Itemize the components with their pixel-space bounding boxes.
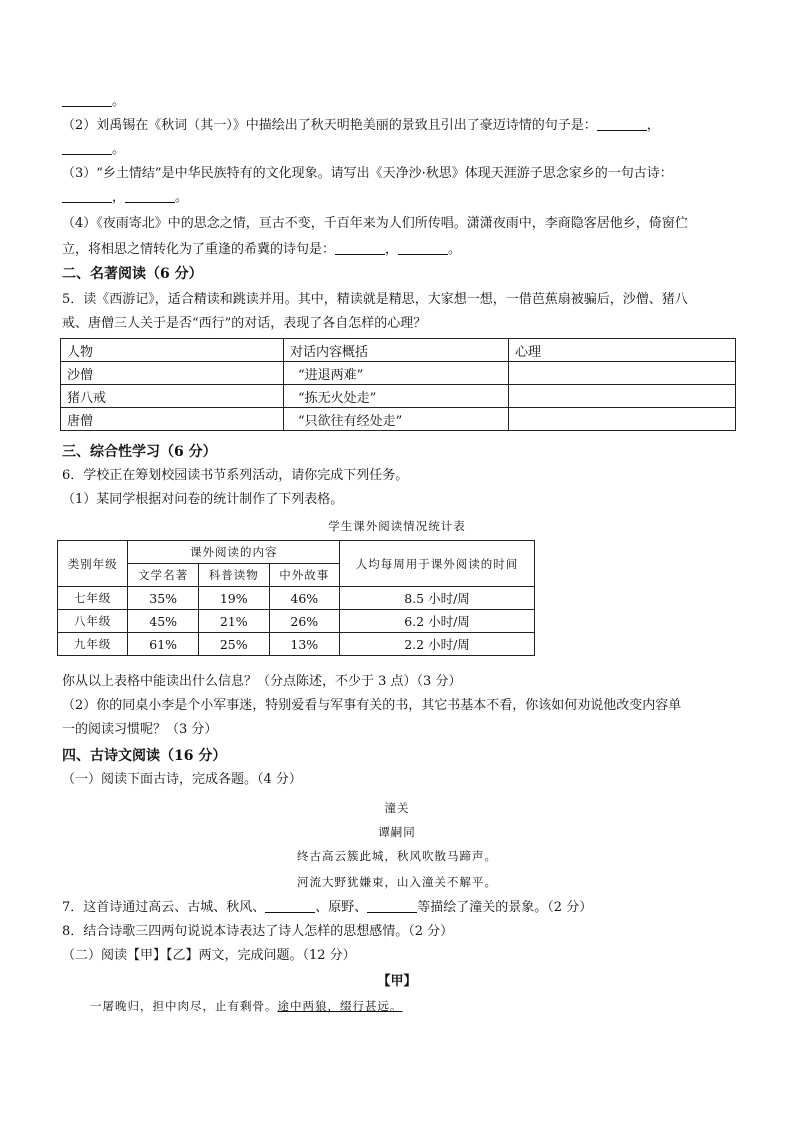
q2-line: （2）刘禹锡在《秋词（其一）》中描绘出了秋天明艳美丽的景致且引出了豪迈诗情的句子是： ， (62, 118, 660, 133)
column-header: 人物 (61, 339, 284, 362)
answer-blank[interactable] (125, 188, 175, 203)
poem-line: 终古高云簇此城，秋风吹散马蹄声。 (297, 849, 497, 863)
answer-blank[interactable] (398, 240, 448, 255)
character-cell: 猪八戒 (61, 385, 284, 408)
answer-blank[interactable] (62, 188, 112, 203)
q5-line-2: 戒、唐僧三人关于是否“西行”的对话，表现了各自怎样的心理？ (62, 316, 427, 331)
character-cell: 唐僧 (61, 408, 284, 431)
mind-answer-cell[interactable] (509, 362, 736, 385)
q6-2-line-2: 一的阅读习惯呢？（3 分） (62, 722, 218, 737)
section-heading: 四、古诗文阅读（16 分） (62, 748, 227, 764)
table-row (61, 362, 736, 385)
table-header-row (61, 339, 736, 362)
table-row (58, 633, 535, 656)
value-cell: 21% (198, 610, 269, 633)
column-header: 对话内容概括 (284, 339, 509, 362)
part2-line: （二）阅读【甲】【乙】两文，完成问题。（12 分） (62, 948, 356, 963)
value-cell: 8.5 小时/周 (340, 587, 535, 610)
value-cell: 6.2 小时/周 (340, 610, 535, 633)
reading-stats-table (57, 540, 535, 656)
q6-1-line: （1）某同学根据对问卷的统计制作了下列表格。 (62, 492, 344, 507)
value-cell: 13% (269, 633, 340, 656)
grade-cell: 九年级 (58, 633, 128, 656)
answer-blank[interactable] (367, 898, 417, 913)
time-column-header: 人均每周用于课外阅读的时间 (340, 541, 535, 587)
grade-cell: 七年级 (58, 587, 128, 610)
column-header: 心理 (509, 339, 736, 362)
value-cell: 25% (198, 633, 269, 656)
table-caption: 学生课外阅读情况统计表 (328, 519, 466, 533)
answer-blank[interactable] (62, 140, 112, 155)
column-header: 文学名著 (128, 564, 199, 587)
column-header: 科普读物 (198, 564, 269, 587)
q4-line: （4）《夜雨寄北》中的思念之情，亘古不变，千百年来为人们所传唱。潇潇夜雨中，李商隐客居他乡，倚窗伫 (62, 216, 688, 231)
table-row (61, 408, 736, 431)
q5-line: 5．读《西游记》，适合精读和跳读并用。其中，精读就是精思，大家想一想，一借芭蕉扇被骗后，沙僧、猪八 (62, 292, 688, 307)
q4-line-2: 立，将相思之情转化为了重逢的希冀的诗句是： ， 。 (62, 242, 462, 257)
q2-line-2: 。 (62, 140, 734, 160)
answer-blank[interactable] (265, 898, 315, 913)
answer-blank[interactable] (597, 116, 647, 131)
table-row (58, 587, 535, 610)
value-cell: 46% (269, 587, 340, 610)
q6-line: 6．学校正在筹划校园读书节系列活动，请你完成下列任务。 (62, 468, 409, 483)
poem-author: 谭嗣同 (378, 825, 416, 839)
value-cell: 35% (128, 587, 199, 610)
passage-label: 【甲】 (377, 974, 417, 989)
poem-title: 潼关 (384, 801, 410, 815)
value-cell: 26% (269, 610, 340, 633)
poem-line: 河流大野犹嫌束，山入潼关不解平。 (297, 875, 497, 889)
value-cell: 2.2 小时/周 (340, 633, 535, 656)
summary-cell: “拣无火处走” (284, 385, 509, 408)
mind-answer-cell[interactable] (509, 385, 736, 408)
summary-cell: “进退两难” (284, 362, 509, 385)
q6-1-ask-line: 你从以上表格中能读出什么信息？（分点陈述，不少于 3 点）（3 分） (62, 674, 462, 689)
q3-line: （3）“乡土情结”是中华民族特有的文化现象。请写出《天净沙·秋思》体现天涯游子思念家乡的一句古诗： (62, 166, 673, 181)
grade-column-header: 类别年级 (58, 541, 128, 587)
section-heading: 三、综合性学习（6 分） (62, 444, 217, 460)
table-header-row (58, 541, 535, 564)
q1-tail-line: 。 (62, 92, 734, 112)
mind-answer-cell[interactable] (509, 408, 736, 431)
value-cell: 45% (128, 610, 199, 633)
q7-line: 7．这首诗通过高云、古城、秋风、 、原野、 等描绘了潼关的景象。（2 分） (62, 900, 593, 915)
value-cell: 19% (198, 587, 269, 610)
passage-text: 一屠晚归，担中肉尽，止有剩骨。途中两狼，缀行甚远。 (90, 999, 403, 1013)
q3-line-2: ， 。 (62, 188, 734, 208)
answer-blank[interactable] (62, 92, 112, 107)
content-column-header: 课外阅读的内容 (128, 541, 340, 564)
novel-table (60, 338, 736, 431)
answer-blank[interactable] (335, 240, 385, 255)
q8-line: 8．结合诗歌三四两句说说本诗表达了诗人怎样的思想感情。（2 分） (62, 924, 454, 939)
column-header: 中外故事 (269, 564, 340, 587)
summary-cell: “只欲往有经处走” (284, 408, 509, 431)
grade-cell: 八年级 (58, 610, 128, 633)
part1-line: （一）阅读下面古诗，完成各题。（4 分） (62, 772, 302, 787)
underlined-text: 途中两狼，缀行甚远。 (277, 999, 403, 1013)
value-cell: 61% (128, 633, 199, 656)
table-row (61, 385, 736, 408)
character-cell: 沙僧 (61, 362, 284, 385)
section-heading: 二、名著阅读（6 分） (62, 266, 203, 282)
table-row (58, 610, 535, 633)
q6-2-line: （2）你的同桌小李是个小军事迷，特别爱看与军事有关的书，其它书基本不看，你该如何劝说他改变内容单 (62, 698, 682, 713)
